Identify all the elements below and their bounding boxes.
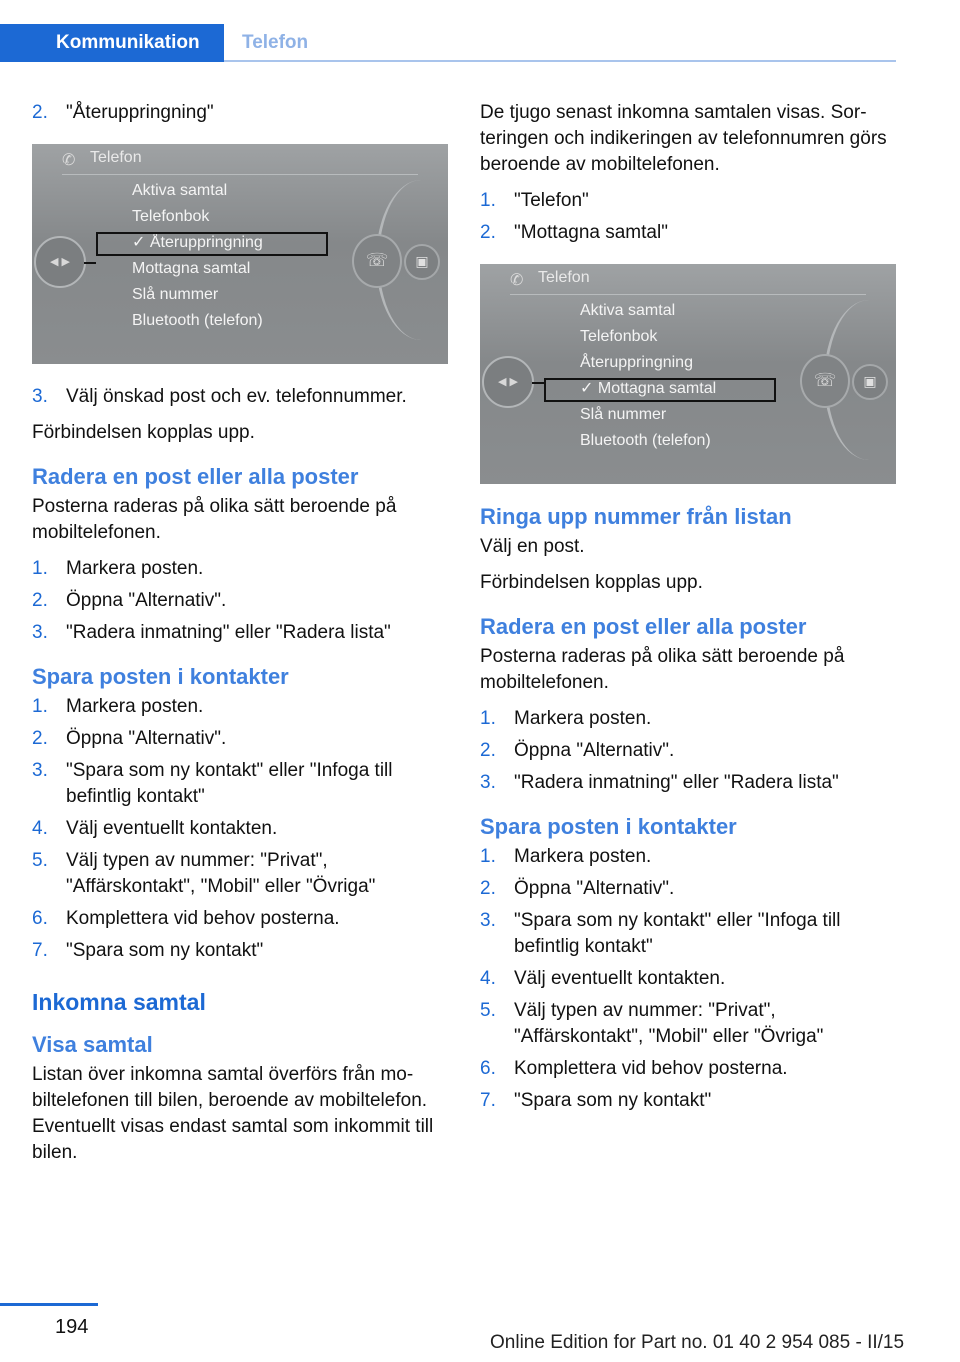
list-item — [480, 738, 896, 764]
delete-steps — [32, 556, 450, 646]
pointer-line — [84, 262, 96, 264]
list-item — [32, 694, 450, 720]
step-number: 6. — [32, 908, 48, 929]
step-text: Markera posten. — [66, 558, 204, 579]
chapter-heading: Inkomna samtal — [32, 989, 206, 1015]
selection-highlight — [544, 378, 776, 402]
menu-item[interactable]: Återuppringning — [580, 354, 693, 371]
tab-telefon[interactable]: Telefon — [242, 32, 309, 53]
list-item — [32, 816, 450, 842]
call-icon: ☏ — [800, 354, 850, 408]
list-item — [32, 620, 450, 646]
step-number: 2. — [32, 590, 48, 611]
list-item — [32, 848, 450, 900]
menu-item-label: Mottagna samtal — [597, 380, 717, 397]
step-text: Markera posten. — [66, 696, 204, 717]
list-item — [32, 726, 450, 752]
menu-item[interactable]: Slå nummer — [580, 406, 667, 423]
step-number: 1. — [480, 846, 496, 867]
step-number: 2. — [480, 222, 496, 243]
list-item — [480, 876, 896, 902]
step-number: 5. — [480, 1000, 496, 1021]
step-number: 1. — [480, 708, 496, 729]
step-text: Markera posten. — [514, 708, 652, 729]
menu-item[interactable]: Telefonbok — [132, 208, 210, 225]
screen-title: Telefon — [538, 269, 590, 286]
step-text: Öppna "Alternativ". — [66, 590, 227, 611]
screen-divider — [510, 294, 866, 295]
list-item — [480, 844, 896, 870]
list-item — [32, 938, 450, 964]
paragraph: Posterna raderas på olika sätt beroende på mobiltelefonen. — [480, 646, 845, 693]
list-item — [480, 1056, 896, 1082]
step-text: "Spara som ny kontakt" eller "Infoga till befintlig kontakt" — [66, 760, 393, 807]
step-text: "Spara som ny kontakt" eller "Infoga till befintlig kontakt" — [514, 910, 841, 957]
paragraph: Förbindelsen kopplas upp. — [480, 572, 703, 593]
tab-kommunikation[interactable]: Kommunikation — [0, 24, 224, 62]
step-number: 3. — [32, 386, 48, 407]
recall-steps-continued — [32, 384, 450, 410]
step-number: 3. — [32, 760, 48, 781]
menu-item[interactable]: Aktiva samtal — [580, 302, 676, 319]
paragraph: De tjugo senast inkomna samtalen visas. Sorteringen och indikeringen av telefonnumren görs beroende av mobiltelefonen. — [480, 102, 887, 175]
phone-screen-received — [480, 264, 896, 484]
section-heading: Visa samtal — [32, 1032, 153, 1057]
pointer-line — [532, 382, 544, 384]
list-item — [480, 998, 896, 1050]
list-item — [480, 1088, 896, 1114]
step-number: 2. — [32, 102, 48, 123]
step-text: Öppna "Alternativ". — [66, 728, 227, 749]
section-heading: Radera en post eller alla poster — [32, 464, 359, 489]
paragraph: Listan över inkomna samtal överförs från mobiltelefonen till bilen, beroende av mobiltelefon. Eventuellt visas endast samtal som inkommit till bilen. — [32, 1064, 434, 1163]
menu-item[interactable]: Bluetooth (telefon) — [580, 432, 711, 449]
phone-icon: ✆ — [510, 272, 524, 289]
list-item — [480, 966, 896, 992]
step-text: "Spara som ny kontakt" — [514, 1090, 712, 1111]
controller-knob-icon: ◀ ▶ — [482, 356, 534, 408]
screen-menu — [132, 178, 263, 334]
footer-rule — [0, 1303, 98, 1306]
step-text: Öppna "Alternativ". — [514, 878, 675, 899]
step-text: "Radera inmatning" eller "Radera lista" — [514, 772, 839, 793]
paragraph: Välj en post. — [480, 536, 585, 557]
screen-divider — [62, 174, 418, 175]
selection-highlight — [96, 232, 328, 256]
save-steps — [32, 694, 450, 964]
step-number: 4. — [32, 818, 48, 839]
edition-note: Online Edition for Part no. 01 40 2 954 085 - II/15 — [490, 1332, 905, 1353]
step-number: 1. — [32, 696, 48, 717]
menu-item[interactable]: Aktiva samtal — [132, 182, 228, 199]
step-text: "Mottagna samtal" — [514, 222, 668, 243]
step-number: 5. — [32, 850, 48, 871]
option-icon: ▣ — [852, 364, 888, 400]
screen-menu — [580, 298, 716, 454]
step-text: "Telefon" — [514, 190, 589, 211]
paragraph: Posterna raderas på olika sätt beroende på mobiltelefonen. — [32, 496, 397, 543]
step-text: Öppna "Alternativ". — [514, 740, 675, 761]
screen-title: Telefon — [90, 149, 142, 166]
step-text: Välj eventuellt kontakten. — [66, 818, 278, 839]
controller-knob-icon: ◀ ▶ — [34, 236, 86, 288]
header-tabs — [0, 24, 308, 62]
list-item — [32, 758, 450, 810]
step-number: 2. — [480, 740, 496, 761]
menu-item-selected[interactable]: ✓ Återuppringning — [132, 234, 263, 251]
menu-item[interactable]: Telefonbok — [580, 328, 658, 345]
step-text: Välj typen av nummer: "Privat", "Affärskontakt", "Mobil" eller "Övriga" — [514, 1000, 824, 1047]
step-number: 2. — [480, 878, 496, 899]
paragraph: Förbindelsen kopplas upp. — [32, 422, 255, 443]
header-rule — [224, 60, 896, 62]
option-icon: ▣ — [404, 244, 440, 280]
step-text: Välj önskad post och ev. telefonnummer. — [66, 386, 407, 407]
list-item — [32, 588, 450, 614]
step-number: 3. — [480, 772, 496, 793]
list-item — [32, 556, 450, 582]
recall-steps — [32, 100, 450, 126]
call-icon: ☏ — [352, 234, 402, 288]
step-number: 7. — [480, 1090, 496, 1111]
step-text: Välj eventuellt kontakten. — [514, 968, 726, 989]
step-text: Komplettera vid behov posterna. — [66, 908, 340, 929]
list-item — [480, 770, 896, 796]
list-item — [32, 906, 450, 932]
step-number: 3. — [480, 910, 496, 931]
list-item — [480, 188, 896, 214]
step-number: 1. — [32, 558, 48, 579]
step-number: 6. — [480, 1058, 496, 1079]
step-number: 2. — [32, 728, 48, 749]
menu-item-label: Återuppringning — [149, 234, 263, 251]
list-item — [480, 706, 896, 732]
section-heading: Spara posten i kontakter — [32, 664, 289, 689]
step-text: Komplettera vid behov posterna. — [514, 1058, 788, 1079]
step-number: 1. — [480, 190, 496, 211]
step-number: 7. — [32, 940, 48, 961]
right-column — [480, 100, 896, 1124]
left-column — [32, 100, 450, 1176]
step-text: "Återuppringning" — [66, 102, 214, 123]
menu-item[interactable]: Slå nummer — [132, 286, 219, 303]
menu-item-selected[interactable]: ✓ Mottagna samtal — [580, 380, 717, 397]
step-text: Välj typen av nummer: "Privat", "Affärskontakt", "Mobil" eller "Övriga" — [66, 850, 376, 897]
open-steps — [480, 188, 896, 246]
menu-item[interactable]: Bluetooth (telefon) — [132, 312, 263, 329]
section-heading: Ringa upp nummer från listan — [480, 504, 792, 529]
step-text: "Spara som ny kontakt" — [66, 940, 264, 961]
step-number: 3. — [32, 622, 48, 643]
list-item — [32, 100, 450, 126]
delete-steps — [480, 706, 896, 796]
step-text: "Radera inmatning" eller "Radera lista" — [66, 622, 391, 643]
list-item — [32, 384, 450, 410]
phone-icon: ✆ — [62, 152, 76, 169]
menu-item[interactable]: Mottagna samtal — [132, 260, 251, 277]
phone-screen-recall — [32, 144, 448, 364]
section-heading: Radera en post eller alla poster — [480, 614, 807, 639]
step-text: Markera posten. — [514, 846, 652, 867]
save-steps — [480, 844, 896, 1114]
step-number: 4. — [480, 968, 496, 989]
list-item — [480, 220, 896, 246]
page-number: 194 — [55, 1316, 89, 1338]
section-heading: Spara posten i kontakter — [480, 814, 737, 839]
list-item — [480, 908, 896, 960]
